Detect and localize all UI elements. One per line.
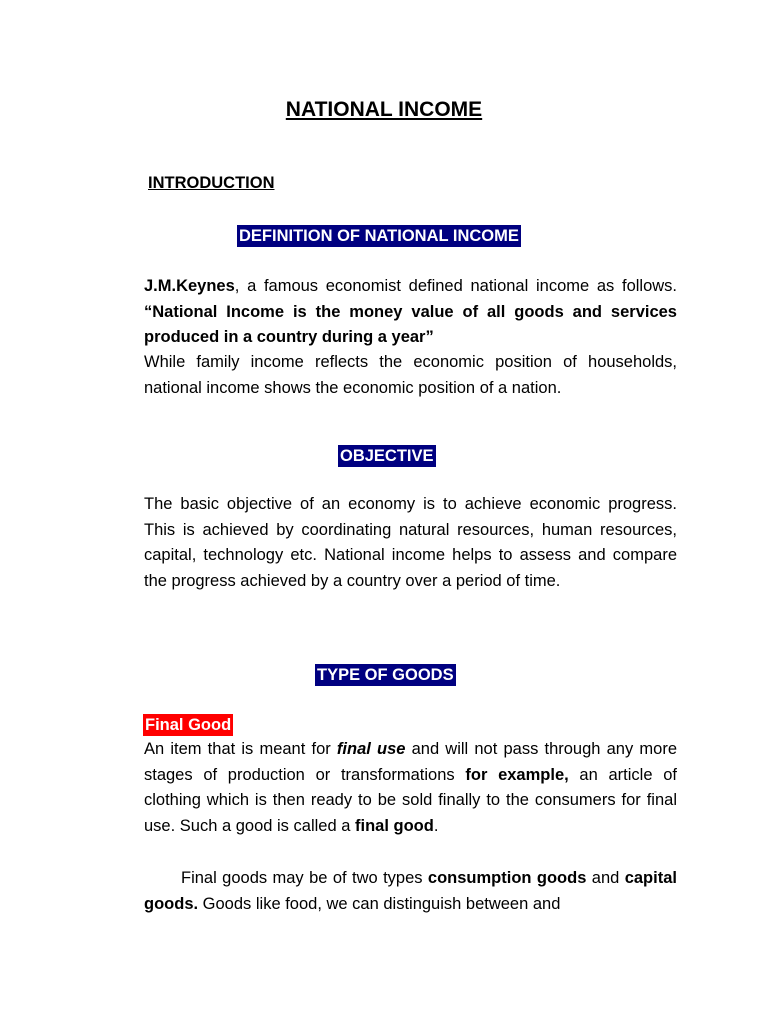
family-income-paragraph: While family income reflects the economic position of households, national income shows the economic position of a nation. [144,353,677,397]
types-of-goods-heading: TYPE OF GOODS [317,666,454,684]
definition-quote: “National Income is the money value of all goods and services produced in a country during a year” [144,302,677,346]
final-types-text-1: Final goods may be of two types [181,869,428,887]
introduction-heading: INTRODUCTION [148,174,275,192]
final-good-text-3: an article of clothing which is then ready to be sold finally to the consumers for final use. Such a good is called a [144,765,677,835]
page-title: NATIONAL INCOME [285,98,483,121]
final-goods-types-paragraph [144,866,677,917]
capital-goods-term: capital goods. [144,869,677,913]
definition-heading: DEFINITION OF NATIONAL INCOME [239,227,519,245]
final-types-text-2: and [586,869,625,887]
final-good-text-4: . [433,816,439,835]
consumption-goods-term: consumption goods [427,869,587,887]
final-good-paragraph [144,737,677,839]
objective-paragraph: The basic objective of an economy is to achieve economic progress. This is achieved by coordinating natural resources, human resources, capital, technology etc. National income helps to assess and compare the progress achieved by a country over a period of time. [144,495,677,590]
definition-text: , a famous economist defined national income as follows. [234,277,677,295]
final-types-text-3: Goods like food, we can distinguish between and [198,894,561,913]
definition-paragraph [144,274,677,351]
keynes-name: J.M.Keynes [144,277,235,295]
final-good-text-2: and will not pass through any more stages of production or transformations [144,740,677,784]
final-good-heading: Final Good [145,716,232,734]
objective-heading: OBJECTIVE [340,447,434,465]
for-example-term: for example, [465,765,569,784]
final-good-text-1: An item that is meant for [144,740,337,758]
final-good-term: final good [354,816,434,835]
final-use-term: final use [336,740,406,758]
